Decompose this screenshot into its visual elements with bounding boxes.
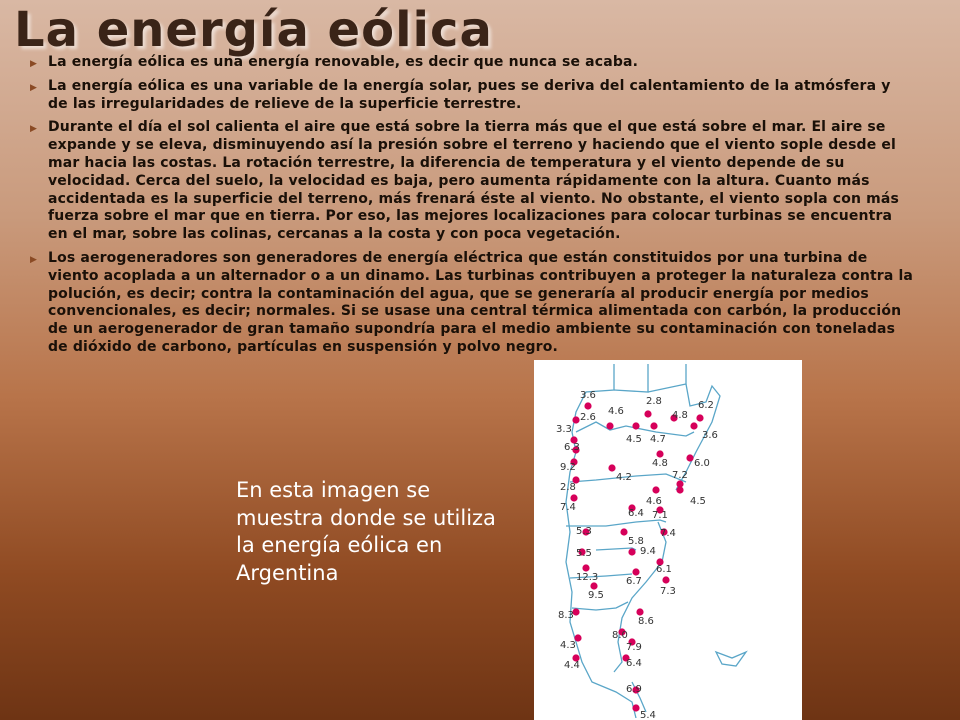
wind-speed-label: 7.4: [560, 502, 576, 513]
wind-speed-label: 7.1: [652, 510, 668, 521]
wind-speed-label: 6.9: [626, 684, 642, 695]
wind-speed-label: 7.3: [660, 586, 676, 597]
wind-speed-label: 4.8: [672, 410, 688, 421]
slide-title: La energía eólica: [14, 2, 493, 58]
wind-site-point: [608, 464, 615, 471]
triangle-right-icon: ▶: [30, 82, 38, 93]
wind-site-point: [606, 422, 613, 429]
wind-speed-label: 4.4: [564, 660, 580, 671]
wind-speed-label: 6.2: [698, 400, 714, 411]
wind-speed-label: 8.0: [612, 630, 628, 641]
wind-site-point: [590, 582, 597, 589]
wind-speed-label: 4.7: [650, 434, 666, 445]
wind-speed-label: 4.5: [690, 496, 706, 507]
wind-speed-label: 2.8: [646, 396, 662, 407]
map-graphic: [536, 362, 800, 718]
wind-site-point: [572, 416, 579, 423]
wind-site-point: [582, 564, 589, 571]
triangle-right-icon: ▶: [30, 59, 38, 69]
wind-speed-label: 12.3: [576, 572, 599, 583]
wind-speed-label: 8.3: [558, 610, 574, 621]
wind-speed-label: 9.2: [560, 462, 576, 473]
wind-speed-label: 2.6: [580, 412, 596, 423]
wind-speed-label: 5.5: [576, 548, 592, 559]
bullet-item: [28, 78, 914, 114]
wind-speed-label: 5.3: [576, 526, 592, 537]
wind-speed-label: 2.8: [560, 482, 576, 493]
wind-speed-label: 7.9: [626, 642, 642, 653]
map-caption: En esta imagen se muestra donde se utiliza la energía eólica en Argentina: [236, 478, 496, 585]
wind-site-point: [662, 576, 669, 583]
wind-site-point: [696, 414, 703, 421]
wind-site-point: [584, 402, 591, 409]
bullet-text: La energía eólica es una variable de la energía solar, pues se deriva del calentamiento de la atmósfera y de las irregularidades de relieve de la superficie terrestre.: [48, 77, 891, 112]
wind-site-point: [632, 704, 639, 711]
wind-speed-label: 6.4: [626, 658, 642, 669]
wind-speed-label: 7.4: [660, 528, 676, 539]
wind-site-point: [636, 608, 643, 615]
wind-speed-label: 4.5: [626, 434, 642, 445]
wind-site-point: [620, 528, 627, 535]
wind-site-point: [656, 450, 663, 457]
wind-speed-label: 4.6: [646, 496, 662, 507]
wind-speed-label: 6.4: [628, 508, 644, 519]
wind-site-point: [690, 422, 697, 429]
wind-speed-label: 6.1: [656, 564, 672, 575]
wind-speed-label: 9.4: [640, 546, 656, 557]
wind-speed-label: 3.6: [580, 390, 596, 401]
wind-site-point: [632, 422, 639, 429]
bullet-text: La energía eólica es una energía renovable, es decir que nunca se acaba.: [48, 54, 639, 70]
bullet-item: [28, 119, 914, 244]
wind-speed-label: 6.3: [564, 442, 580, 453]
bullet-text: Durante el día el sol calienta el aire que está sobre la tierra más que el que está sobre el mar. El aire se expande y se eleva, disminuyendo así la presión sobre el terreno y haciendo que el viento sople desde el mar hacia las costas. La rotación terrestre, la diferencia de temperatura y el viento depende de su velocidad. Cerca del suelo, la velocidad es baja, pero aumenta rápidamente con la altura. Cuanto más accidentada es la superficie del terreno, más frenará éste al viento. No obstante, el viento sopla con más fuerza sobre el mar que en tierra. Por eso, las mejores localizaciones para colocar turbinas se encuentra en el mar, sobre las colinas, cercanas a la costa y con poca vegetación.: [48, 119, 899, 243]
triangle-right-icon: ▶: [30, 254, 38, 265]
wind-speed-label: 4.6: [608, 406, 624, 417]
bullet-item: [28, 250, 914, 357]
wind-speed-label: 6.0: [694, 458, 710, 469]
wind-speed-label: 4.2: [616, 472, 632, 483]
wind-site-point: [652, 486, 659, 493]
wind-site-point: [644, 410, 651, 417]
argentina-wind-map: [534, 360, 802, 720]
wind-speed-label: 8.6: [638, 616, 654, 627]
wind-speed-label: 4.3: [560, 640, 576, 651]
wind-speed-label: 5.8: [628, 536, 644, 547]
wind-speed-label: 5.4: [640, 710, 656, 718]
map-labels: [556, 390, 718, 718]
bullet-item: [28, 54, 914, 72]
wind-speed-label: 9.5: [588, 590, 604, 601]
wind-site-point: [632, 568, 639, 575]
triangle-right-icon: ▶: [30, 124, 38, 135]
wind-speed-label: 7.2: [672, 470, 688, 481]
wind-site-point: [676, 486, 683, 493]
wind-speed-label: 6.7: [626, 576, 642, 587]
wind-site-point: [650, 422, 657, 429]
wind-site-point: [570, 494, 577, 501]
wind-site-point: [686, 454, 693, 461]
bullet-list: [28, 54, 914, 363]
bullet-text: Los aerogeneradores son generadores de energía eléctrica que están constituidos por una turbina de viento acoplada a un alternador o a un dinamo. Las turbinas contribuyen a proteger la naturaleza contra la polución, es decir; contra la contaminación del agua, que se generaría al producir energía por medios convencionales, es decir; normales. Si se usase una central térmica alimentada con carbón, la producción de un aerogenerador de gran tamaño supondría para el medio ambiente su contaminación con toneladas de dióxido de carbono, partículas en suspensión y polvo negro.: [48, 249, 914, 355]
wind-speed-label: 3.6: [702, 430, 718, 441]
wind-speed-label: 4.8: [652, 458, 668, 469]
wind-site-point: [628, 548, 635, 555]
wind-speed-label: 3.3: [556, 424, 572, 435]
